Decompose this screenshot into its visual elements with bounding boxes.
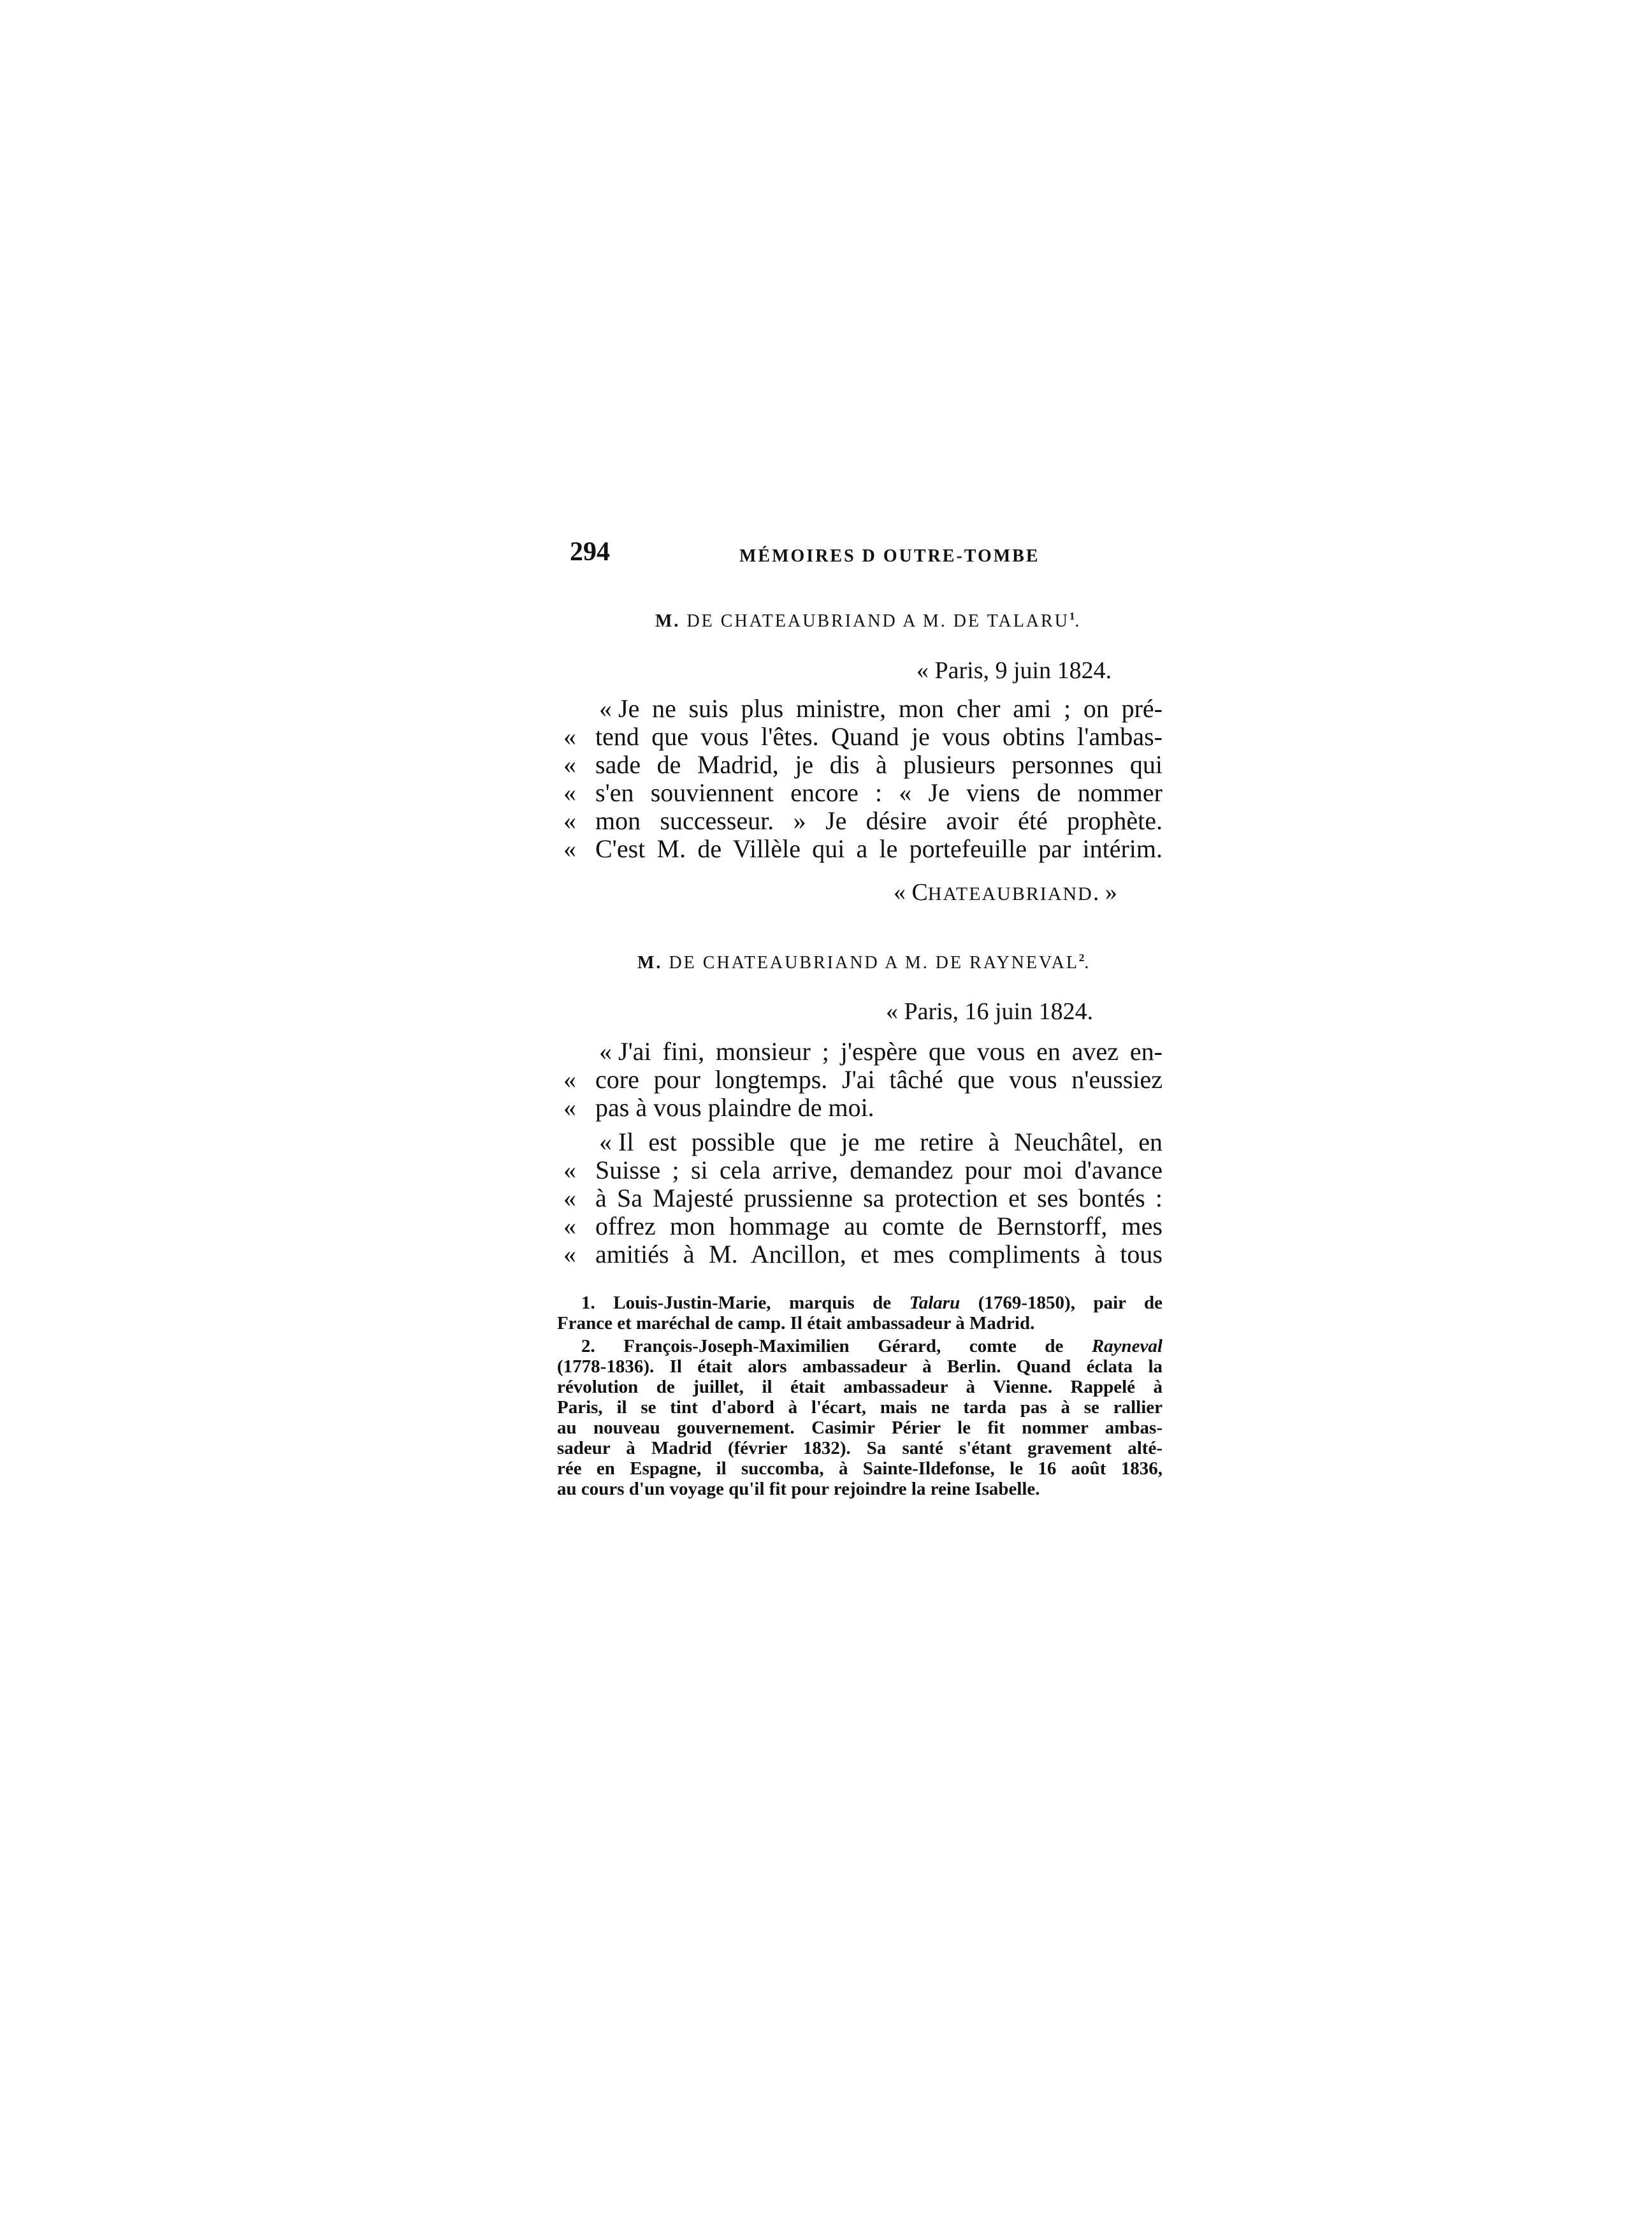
- body-line: « Il est possible que je me retire à Neuchâtel, en: [599, 1128, 1163, 1156]
- body-line: « C'est M. de Villèle qui a le portefeuille par intérim.: [563, 834, 1163, 863]
- body-line: « Je ne suis plus ministre, mon cher ami ; on pré-: [599, 694, 1163, 723]
- footnote-1-line: 1. Louis-Justin-Marie, marquis de Talaru (1769-1850), pair de: [581, 1293, 1163, 1313]
- heading-text: DE CHATEAUBRIAND A M. DE RAYNEVAL: [669, 953, 1079, 973]
- letter-heading-talaru: M. DE CHATEAUBRIAND A M. DE TALARU$^1$.: [655, 610, 1082, 631]
- footnote-2-line: rée en Espagne, il succomba, à Sainte-Ildefonse, le 16 août 1836,: [557, 1458, 1163, 1479]
- footnote-1-line: France et maréchal de camp. Il était ambassadeur à Madrid.: [557, 1313, 1035, 1333]
- body-line: « offrez mon hommage au comte de Bernstorff, mes: [563, 1212, 1163, 1240]
- letter-heading-rayneval: M. DE CHATEAUBRIAND A M. DE RAYNEVAL$^2$.: [637, 952, 1091, 973]
- footnote-ref-2: 2: [1078, 952, 1085, 964]
- body-line: « core pour longtemps. J'ai tâché que vous n'eussiez: [563, 1065, 1163, 1094]
- body-line: « tend que vous l'êtes. Quand je vous obtins l'ambas-: [563, 722, 1163, 751]
- body-line: « Suisse ; si cela arrive, demandez pour moi d'avance: [563, 1156, 1163, 1184]
- footnote-2-line: 2. François-Joseph-Maximilien Gérard, comte de Rayneval: [581, 1336, 1163, 1356]
- footnote-ref-1: 1: [1069, 610, 1075, 622]
- heading-initial: M.: [637, 953, 663, 973]
- footnote-2-line: au cours d'un voyage qu'il fit pour rejoindre la reine Isabelle.: [557, 1479, 1040, 1499]
- signature-chateaubriand: « CHATEAUBRIAND. »: [894, 879, 1117, 906]
- footnote-2-line: au nouveau gouvernement. Casimir Périer le fit nommer ambas-: [557, 1418, 1163, 1438]
- body-line: « à Sa Majesté prussienne sa protection et ses bontés :: [563, 1184, 1163, 1212]
- footnote-2-line: révolution de juillet, il était ambassadeur à Vienne. Rappelé à: [557, 1377, 1163, 1397]
- body-line: « s'en souviennent encore : « Je viens de nommer: [563, 778, 1163, 807]
- body-line: « J'ai fini, monsieur ; j'espère que vous en avez en-: [599, 1037, 1163, 1066]
- footnote-2-line: (1778-1836). Il était alors ambassadeur à Berlin. Quand éclata la: [557, 1356, 1163, 1377]
- body-line: « pas à vous plaindre de moi.: [563, 1093, 874, 1122]
- dateline-letter-2: « Paris, 16 juin 1824.: [886, 998, 1094, 1025]
- heading-initial: M.: [655, 611, 681, 631]
- footnote-2-line: Paris, il se tint d'abord à l'écart, mais ne tarda pas à se rallier: [557, 1397, 1163, 1418]
- running-title: MÉMOIRES D OUTRE-TOMBE: [739, 546, 1040, 566]
- body-line: « sade de Madrid, je dis à plusieurs personnes qui: [563, 750, 1163, 779]
- heading-text: DE CHATEAUBRIAND A M. DE TALARU: [686, 611, 1069, 631]
- footnote-2-line: sadeur à Madrid (février 1832). Sa santé s'étant gravement alté-: [557, 1438, 1163, 1458]
- dateline-letter-1: « Paris, 9 juin 1824.: [917, 657, 1112, 684]
- page-number: 294: [570, 537, 610, 567]
- body-line: « mon successeur. » Je désire avoir été prophète.: [563, 806, 1163, 835]
- body-line: « amitiés à M. Ancillon, et mes compliments à tous: [563, 1240, 1163, 1268]
